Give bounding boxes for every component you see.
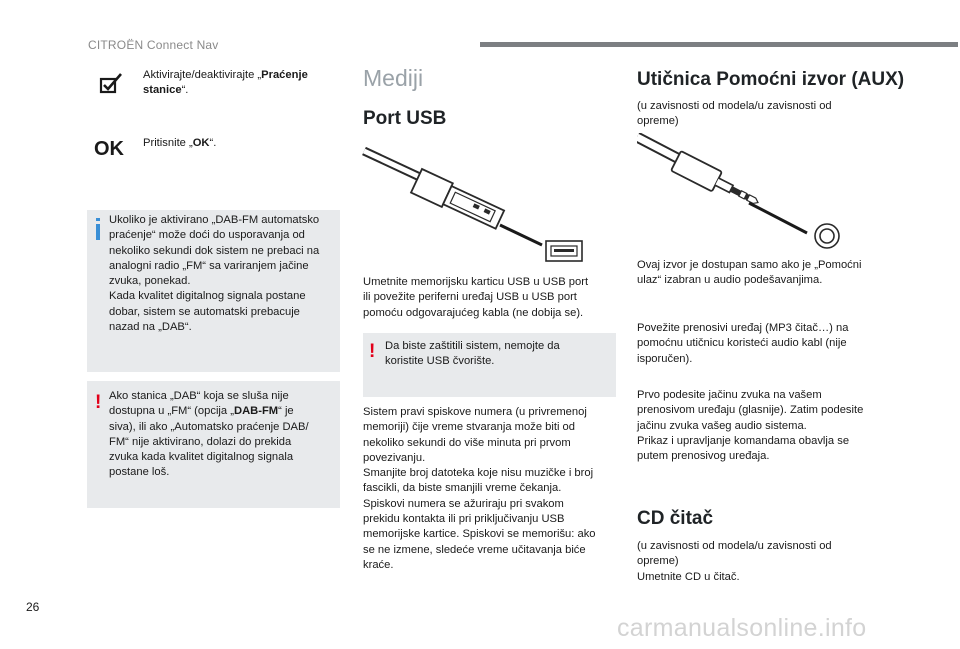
tracking-toggle-instruction: Aktivirajte/deaktivirajte „Praćenje stanice“.	[143, 69, 308, 97]
aux-volume-instruction: Prvo podesite jačinu zvuka na vašem prenosivom uređaju (glasnije). Zatim podesite jačinu zvuka vašeg audio sistema. Prikaz i upravljanje komandama obavlja se putem prenosivog uređaja.	[637, 389, 864, 463]
section-heading-media: Mediji	[363, 65, 424, 91]
manual-title: CITROËN Connect Nav	[88, 38, 219, 52]
ok-instruction: Pritisnite „OK“.	[143, 137, 217, 149]
playlist-info: Sistem pravi spiskove numera (u privremenoj memoriji) čije vreme stvaranja može biti od nekoliko sekundi do više minuta pri prvom povezivanju. Smanjite broj datoteka koje nisu muzičke i broj fascikli, da biste smanjili vreme čekanja. Spiskovi numera se ažuriraju pri svakom prekidu kontakta ili pri priključivanju USB memorijske kartice. Spiskovi se memorišu: ako se ne izmene, sledeće vreme učitavanja biće kraće.	[363, 406, 596, 571]
dab-warning-note: ! Ako stanica „DAB“ koja se sluša nije dostupna u „FM“ (opcija „DAB-FM“ je siva), ili ako „Automatsko praćenje DAB/ FM“ nije aktivirano, dolazi do prekida zvuka kada kvalitet digitalnog signala postane loš.	[87, 381, 340, 508]
checkbox-tick-icon	[97, 70, 127, 96]
cd-instruction: (u zavisnosti od modela/u zavisnosti od opreme) Umetnite CD u čitač.	[637, 540, 832, 583]
watermark: carmanualsonline.info	[617, 614, 867, 642]
info-icon	[96, 218, 100, 240]
aux-availability-note: (u zavisnosti od modela/u zavisnosti od opreme)	[637, 100, 832, 128]
header-divider	[480, 42, 958, 47]
aux-connect-instruction: Povežite prenosivi uređaj (MP3 čitač…) na pomoćnu utičnicu koristeći audio kabl (nije isporučen).	[637, 322, 849, 365]
info-note: Ukoliko je aktivirano „DAB-FM automatsko praćenje“ može doći do usporavanja od nekoliko sekundi dok sistem ne prebaci na analogni radio „FM“ sa variranjem jačine zvuka, ponekad. Kada kvalitet digitalnog signala postane dobar, sistem se automatski prebacuje nazad na „DAB“.	[87, 210, 340, 372]
subheading-cd-player: CD čitač	[637, 508, 714, 529]
subheading-aux-socket: Utičnica Pomoćni izvor (AUX)	[637, 69, 905, 90]
warning-icon: !	[369, 341, 376, 362]
usb-instruction: Umetnite memorijsku karticu USB u USB port ili povežite periferni uređaj USB u USB port pomoću odgovarajućeg kabla (ne dobija se).	[363, 276, 589, 319]
usb-connector-illustration	[362, 145, 592, 263]
subheading-usb-port: Port USB	[363, 108, 447, 129]
usb-hub-warning: ! Da biste zaštitili sistem, nemojte da koristite USB čvorište.	[363, 333, 616, 397]
page-number: 26	[26, 600, 40, 614]
ok-icon: OK	[94, 138, 124, 160]
aux-jack-illustration	[637, 133, 847, 251]
aux-source-info: Ovaj izvor je dostupan samo ako je „Pomoćni ulaz“ izabran u audio podešavanjima.	[637, 259, 862, 287]
warning-icon: !	[95, 392, 102, 413]
